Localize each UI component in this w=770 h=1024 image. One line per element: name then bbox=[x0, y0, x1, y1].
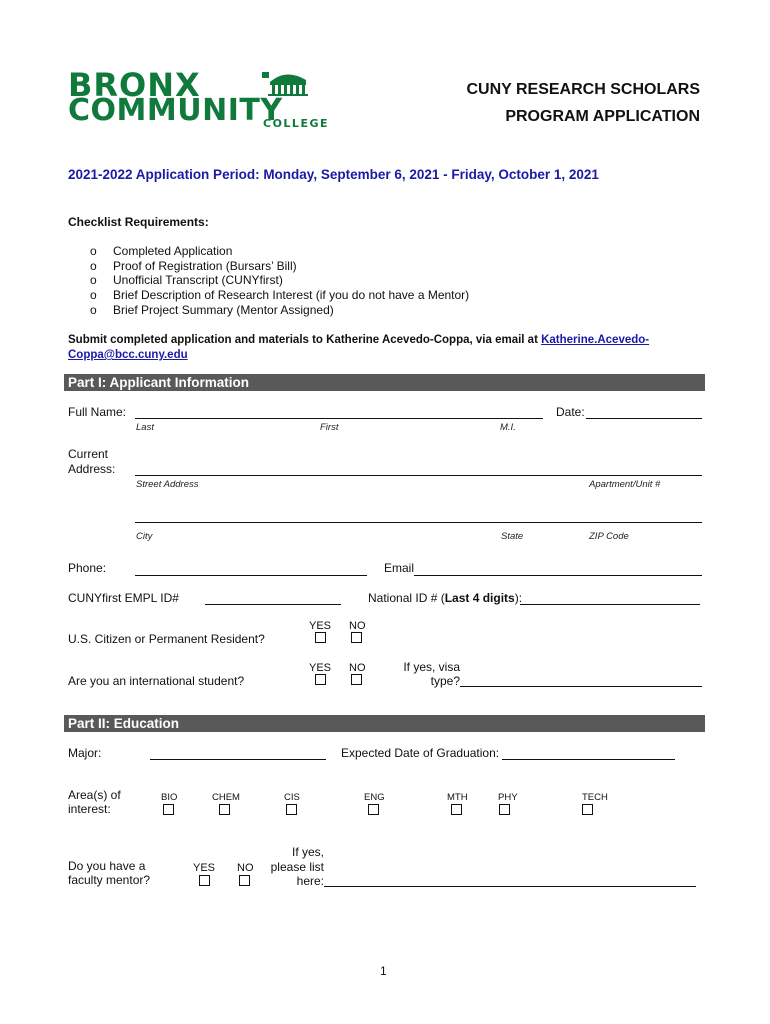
citizen-question: U.S. Citizen or Permanent Resident? bbox=[68, 632, 265, 646]
mentor-yes-label: YES bbox=[193, 862, 216, 874]
checklist-item: Brief Project Summary (Mentor Assigned) bbox=[113, 302, 334, 317]
area-tech-checkbox[interactable] bbox=[582, 804, 593, 815]
date-label: Date: bbox=[556, 405, 585, 419]
area-bio-label: BIO bbox=[161, 792, 178, 803]
email-link-part2[interactable]: Coppa@bcc.cuny.edu bbox=[68, 349, 188, 361]
area-chem-checkbox[interactable] bbox=[219, 804, 230, 815]
mentor-list-line3: here: bbox=[296, 874, 324, 888]
mentor-list-line2: please list bbox=[270, 859, 324, 874]
visa-line-1: If yes, visa bbox=[403, 660, 460, 674]
address-label-line1: Current bbox=[68, 447, 109, 461]
logo-community: COMMUNITY bbox=[68, 93, 283, 128]
apt-caption: Apartment/Unit # bbox=[589, 479, 661, 490]
checklist-heading: Checklist Requirements: bbox=[68, 215, 209, 229]
intl-no-checkbox[interactable] bbox=[351, 674, 362, 685]
mentor-question-line1: Do you have a bbox=[68, 859, 146, 873]
empl-id-field[interactable] bbox=[205, 604, 341, 605]
city-caption: City bbox=[136, 531, 153, 542]
national-id-label bbox=[368, 591, 522, 605]
bullet: o bbox=[90, 244, 97, 258]
area-tech-label: TECH bbox=[582, 792, 608, 803]
mi-caption: M.I. bbox=[500, 422, 516, 433]
street-caption: Street Address bbox=[136, 479, 199, 490]
citizen-no-label: NO bbox=[349, 620, 366, 632]
citizen-no-checkbox[interactable] bbox=[351, 632, 362, 643]
phone-label: Phone: bbox=[68, 561, 107, 575]
areas-label-line1: Area(s) of bbox=[68, 788, 121, 802]
mentor-question bbox=[68, 859, 150, 887]
bullet: o bbox=[90, 258, 97, 273]
mentor-list-line1: If yes, bbox=[291, 845, 324, 859]
citizen-yes-checkbox[interactable] bbox=[315, 632, 326, 643]
logo-bronx: BRONX bbox=[68, 66, 201, 104]
submit-text: Submit completed application and materials to Katherine Acevedo-Coppa, via email at bbox=[68, 334, 542, 346]
area-mth-checkbox[interactable] bbox=[451, 804, 462, 815]
page-number: 1 bbox=[380, 964, 387, 978]
areas-label bbox=[68, 788, 121, 816]
empl-id-label: CUNYfirst EMPL ID# bbox=[68, 591, 179, 605]
title-line-1: CUNY RESEARCH SCHOLARS bbox=[466, 81, 700, 98]
area-cis-label: CIS bbox=[284, 792, 300, 803]
national-id-suffix: ): bbox=[514, 591, 523, 605]
address-label-line2: Address: bbox=[68, 462, 116, 476]
area-cis-checkbox[interactable] bbox=[286, 804, 297, 815]
zip-caption: ZIP Code bbox=[589, 531, 629, 542]
title-line-2: PROGRAM APPLICATION bbox=[505, 108, 700, 125]
email-link-part1[interactable]: Katherine.Acevedo- bbox=[541, 334, 650, 346]
checklist-item: Unofficial Transcript (CUNYfirst) bbox=[113, 273, 283, 288]
mentor-list-label bbox=[262, 845, 324, 889]
area-eng-label: ENG bbox=[364, 792, 385, 803]
checklist-bullets bbox=[90, 244, 97, 318]
full-name-label: Full Name: bbox=[68, 405, 127, 419]
state-caption: State bbox=[501, 531, 524, 542]
area-mth-label: MTH bbox=[447, 792, 468, 803]
part1-heading: Part I: Applicant Information bbox=[64, 374, 705, 391]
visa-type-field[interactable] bbox=[460, 686, 702, 687]
bullet: o bbox=[90, 302, 97, 317]
intl-question: Are you an international student? bbox=[68, 674, 245, 688]
checklist-items bbox=[113, 244, 469, 318]
street-address-field[interactable] bbox=[135, 475, 702, 476]
visa-line-2: type? bbox=[430, 674, 460, 688]
phone-field[interactable] bbox=[135, 575, 367, 576]
visa-type-label bbox=[380, 660, 460, 688]
area-phy-checkbox[interactable] bbox=[499, 804, 510, 815]
mentor-no-checkbox[interactable] bbox=[239, 875, 250, 886]
page-title bbox=[400, 76, 700, 130]
national-id-field[interactable] bbox=[520, 604, 700, 605]
first-name-caption: First bbox=[320, 422, 339, 433]
areas-label-line2: interest: bbox=[68, 802, 111, 816]
national-id-prefix: National ID # ( bbox=[368, 591, 445, 605]
email-field[interactable] bbox=[414, 575, 702, 576]
part2-heading: Part II: Education bbox=[64, 715, 705, 732]
mentor-no-label: NO bbox=[237, 862, 254, 874]
email-label: Email bbox=[384, 561, 415, 575]
area-bio-checkbox[interactable] bbox=[163, 804, 174, 815]
intl-yes-label: YES bbox=[309, 662, 332, 674]
logo-college: COLLEGE bbox=[263, 117, 329, 130]
grad-date-field[interactable] bbox=[502, 759, 675, 760]
application-period: 2021-2022 Application Period: Monday, September 6, 2021 - Friday, October 1, 2021 bbox=[68, 167, 599, 182]
bullet: o bbox=[90, 273, 97, 288]
major-field[interactable] bbox=[150, 759, 326, 760]
mentor-question-line2: faculty mentor? bbox=[68, 873, 151, 887]
area-phy-label: PHY bbox=[498, 792, 518, 803]
citizen-yes-label: YES bbox=[309, 620, 332, 632]
area-eng-checkbox[interactable] bbox=[368, 804, 379, 815]
area-chem-label: CHEM bbox=[212, 792, 240, 803]
full-name-field[interactable] bbox=[135, 418, 543, 419]
date-field[interactable] bbox=[586, 418, 702, 419]
city-state-zip-field[interactable] bbox=[135, 522, 702, 523]
last-name-caption: Last bbox=[136, 422, 154, 433]
checklist-item: Brief Description of Research Interest (if you do not have a Mentor) bbox=[113, 288, 470, 303]
intl-no-label: NO bbox=[349, 662, 366, 674]
submit-instructions bbox=[68, 333, 708, 363]
mentor-list-field[interactable] bbox=[324, 886, 696, 887]
address-label bbox=[68, 447, 115, 477]
mentor-yes-checkbox[interactable] bbox=[199, 875, 210, 886]
checklist-item: Proof of Registration (Bursars’ Bill) bbox=[113, 258, 297, 273]
intl-yes-checkbox[interactable] bbox=[315, 674, 326, 685]
major-label: Major: bbox=[68, 746, 102, 760]
checklist-item: Completed Application bbox=[113, 244, 233, 258]
national-id-bold: Last 4 digits bbox=[444, 591, 515, 605]
bullet: o bbox=[90, 288, 97, 303]
grad-date-label: Expected Date of Graduation: bbox=[341, 746, 500, 760]
